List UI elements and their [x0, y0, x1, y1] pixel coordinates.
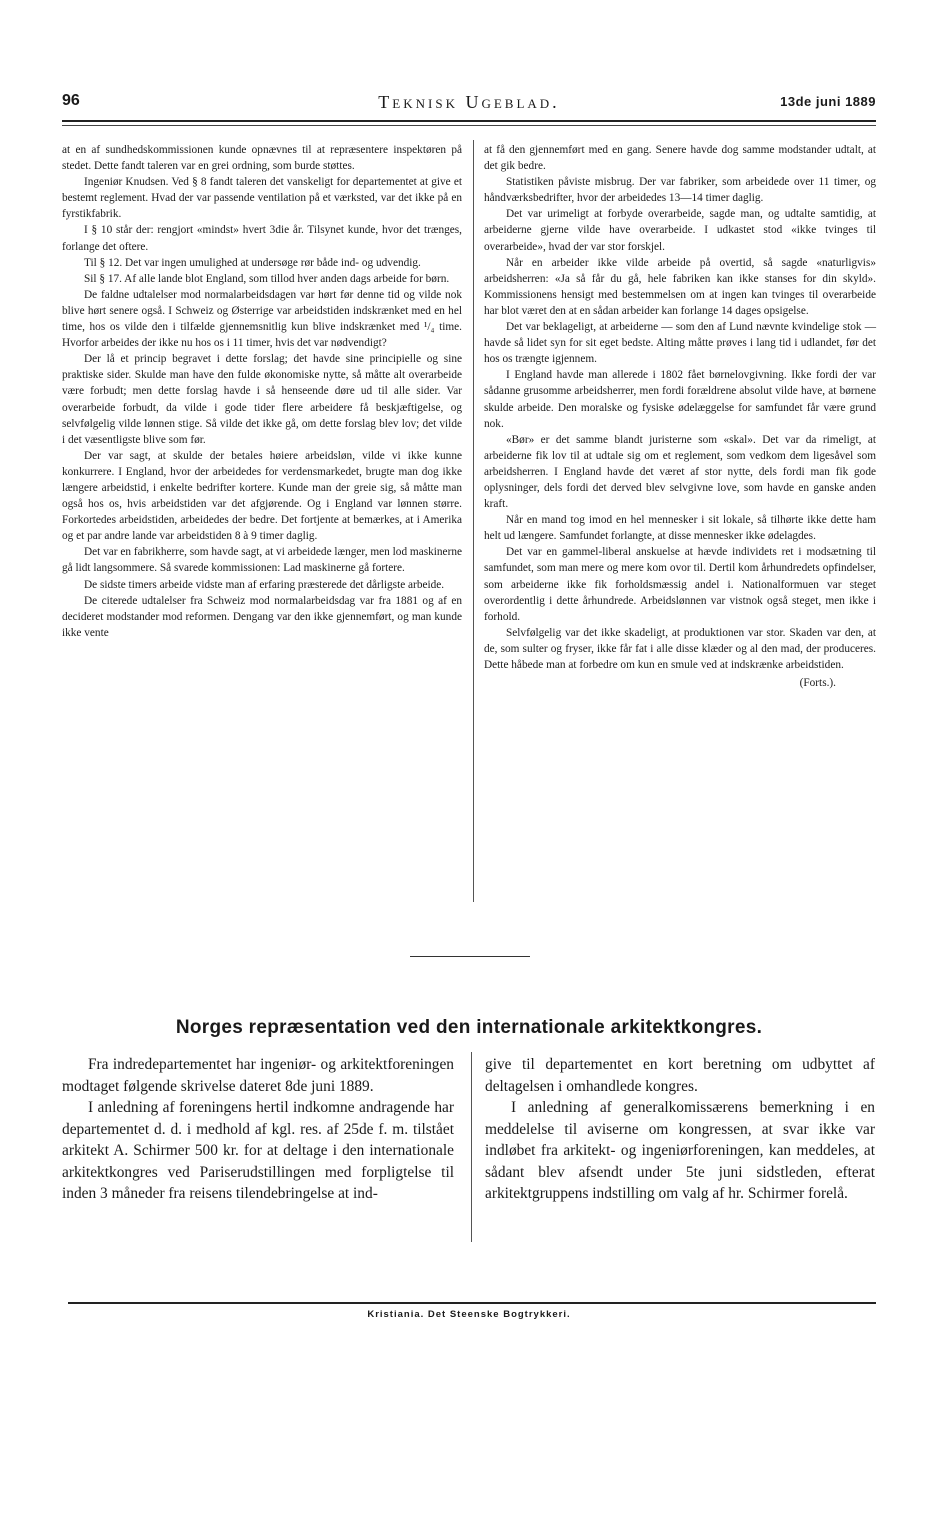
paragraph: Det var en fabrikherre, som havde sagt, at vi arbeidede længer, men lod maskinerne gå lidt langsommere. Så svarede kommissionen: Lad maskinerne gå fortere.	[62, 546, 462, 575]
header-rule	[62, 120, 876, 122]
paragraph: Selvfølgelig var det ikke skadeligt, at produktionen var stor. Skaden var den, at de, som sulter og fryser, ikke får fat i alle disse klæder og al den mad, der produceres. Dette håbede man at forbedre om kun en smule ved at indskrænke arbeidstiden.	[484, 626, 876, 671]
paragraph: De faldne udtalelser mod normalarbeidsdagen var hørt før denne tid og vilde nok blive hørt senere også. I Schweiz og Østerrige var arbeidstiden indskrænket med en hel time, hos os vilde den i tilfælde gjennemsnitlig kun blive indskrænket med ¹/₄ time. Hvorfor arbeides der ikke nu hos os i 11 timer, hvis det var nødvendigt?	[62, 288, 462, 350]
article-right-column	[485, 1054, 875, 1205]
header-rule-thin	[62, 125, 876, 126]
paragraph: give til departementet en kort beretning om udbyttet af deltagelsen i omhandlede kongres.	[485, 1056, 875, 1095]
paragraph: Sil § 17. Af alle lande blot England, som tillod hver anden dags arbeide for børn.	[84, 272, 450, 285]
paragraph: I § 10 står der: rengjort «mindst» hvert 3die år. Tilsynet kunde, hvor det trænges, forlange det oftere.	[62, 224, 462, 253]
paragraph: Det var en gammel-liberal anskuelse at hævde individets ret i modsætning til samfundet, som man mere og mere kom ovor til. Dertil kom århundredets opfindelser, som arbeiderne ikke fik forholdsmæssig andel i. Nationalformuen var steget overordentlig i dette århundrede. Arbeidslønnen var vistnok også steget, men ikke i forhold.	[484, 546, 876, 623]
paragraph: Der lå et princip begravet i dette forslag; det havde sine principielle og sine praktiske sider. Skulde man have den fulde økonomiske nytte, så måtte alt overarbeide være forbudt; men dette forslag havde i så henseende døre ud til alle sider. Var overarbeide forbudt, da vilde i gode tider flere arbeidere få beskjæftigelse, og selvfølgelig vilde lønnen stige. Så vilde det ikke gå, om dette forslag blev lov; det vilde i det væsentligste blive som før.	[62, 353, 462, 446]
paragraph: Til § 12. Det var ingen umulighed at undersøge rør både ind- og udvendig.	[84, 256, 421, 269]
paragraph: I England havde man allerede i 1802 fået børnelovgivning. Ikke fordi der var sådanne grusomme arbeidsherrer, men fordi forældrene absolut vilde have, at børnene skulde arbeide. Den moralske og fysiske ødelæggelse for samfundet får være grund nok.	[484, 369, 876, 430]
paragraph: I anledning af generalkomissærens bemerkning i en meddelelse til aviserne om kongressen, at svar ikke var indløbet fra arkitekt- og ingeniørforeningen, kan meddeles, at sådant blev afsendt under 5te juni sidstleden, efterat arkitektgruppens indstilling om valg af hr. Schirmer forelå.	[485, 1099, 875, 1202]
page-header	[62, 92, 876, 114]
paragraph: Det var urimeligt at forbyde overarbeide, sagde man, og udtalte samtidig, at arbeiderne gjerne vilde have overarbeide. I udkastet stod «ikke tvinges til overarbeide», hvad der var stor forskjel.	[484, 208, 876, 253]
article-left-column	[62, 1054, 454, 1205]
page-number: 96	[62, 92, 80, 109]
footer-rule	[68, 1302, 876, 1304]
paragraph: «Bør» er det samme blandt juristerne som «skal». Det var da rimeligt, at arbeiderne fik lov til at udtale sig om et reglement, som vedkom dem ligesåvel som arbeidsherren. I England havde det været af stor nytte, dels fordi man fik gode oplysninger, dels fordi det derved blev selvgivne love, som havde en ganske anden kraft.	[484, 433, 876, 511]
paragraph: Når en mand tog imod en hel mennesker i sit lokale, så tilhørte ikke dette ham helt ud længere. Samfundet forlangte, at disse mennesker ikke ødelagdes.	[484, 514, 876, 543]
paragraph: Når en arbeider ikke vilde arbeide på overtid, så sagde «naturligvis» arbeidsherren: «Ja så får du gå, hele fabriken kan ikke stanses for din skyld». Kommissionens hensigt med bestemmelsen om at ingen kan tvinges til overarbeide har blot været den at en sådan arbeider kan forlange 14 dages opsigelse.	[484, 256, 876, 317]
section-divider	[410, 956, 530, 957]
upper-right-column	[484, 142, 876, 691]
printer-imprint: Kristiania. Det Steenske Bogtrykkeri.	[367, 1309, 571, 1320]
paragraph: at få den gjennemført med en gang. Senere havde dog samme modstander udtalt, at det gik bedre.	[484, 144, 876, 173]
paragraph: Det var beklageligt, at arbeiderne — som den af Lund nævnte kvindelige stok — havde så lidet syn for sit eget bedste. Alting måtte prøves i lang tid i udlandet, før det hos os trængte igjennem.	[484, 321, 876, 366]
paragraph: Statistiken påviste misbrug. Der var fabriker, som arbeidede over 11 timer, og håndværksbedrifter, hvor der arbeidedes 13—14 timer daglig.	[484, 176, 876, 205]
paragraph: De citerede udtalelser fra Schweiz mod normalarbeidsdag var fra 1881 og af en decideret modstander mod reformen. Dengang var den ikke gjennemført, og man kunde ikke vente	[62, 594, 462, 639]
upper-left-column	[62, 142, 462, 641]
continued-note: (Forts.).	[799, 677, 836, 690]
paragraph: Fra indredepartementet har ingeniør- og arkitektforeningen modtaget følgende skrivelse dateret 8de juni 1889.	[62, 1056, 454, 1095]
paragraph: at en af sundhedskommissionen kunde opnævnes til at repræsentere inspektøren på stedet. Dette fandt taleren var en grei ordning, som burde støttes.	[62, 144, 462, 173]
article-title: Norges repræsentation ved den internationale arkitektkongres.	[175, 1017, 763, 1038]
issue-date: 13de juni 1889	[780, 94, 876, 109]
paragraph: Der var sagt, at skulde der betales høiere arbeidsløn, vilde vi ikke kunne konkurrere. I England, hvor der arbeidedes for verdensmarkedet, brugte man dog ikke længere arbeidstid, i enkelte bedrifter kortere. Kunde man der greie sig, så måtte man også hos os, hvis arbeidstiden var det afgjørende. Og i England var lønnen større. Forkortedes arbeidstiden, arbeidedes der bedre. Det fortjente at bemærkes, at i Amerika og et par andre lande var arbeidstiden 8 à 9 timer daglig.	[62, 449, 462, 543]
journal-title: Teknisk Ugeblad.	[378, 92, 560, 112]
paragraph: Ingeniør Knudsen. Ved § 8 fandt taleren det vanskeligt for departementet at give et bestemt reglement. Hvad der var passende ventilation på et værksted, var det ikke på en fyrstikfabrik.	[62, 176, 462, 221]
column-divider	[473, 140, 474, 902]
paragraph: De sidste timers arbeide vidste man af erfaring præsterede det dårligste arbeide.	[84, 578, 445, 591]
column-divider	[471, 1052, 472, 1242]
paragraph: I anledning af foreningens hertil indkomne andragende har departementet d. d. i medhold af kgl. res. af 25de f. m. tilstået arkitekt A. Schirmer 500 kr. for at deltage i den internationale arkitektkongres ved Pariserudstillingen med forpligtelse til inden 3 måneder fra reisens tilendebringelse at ind-	[62, 1099, 454, 1202]
